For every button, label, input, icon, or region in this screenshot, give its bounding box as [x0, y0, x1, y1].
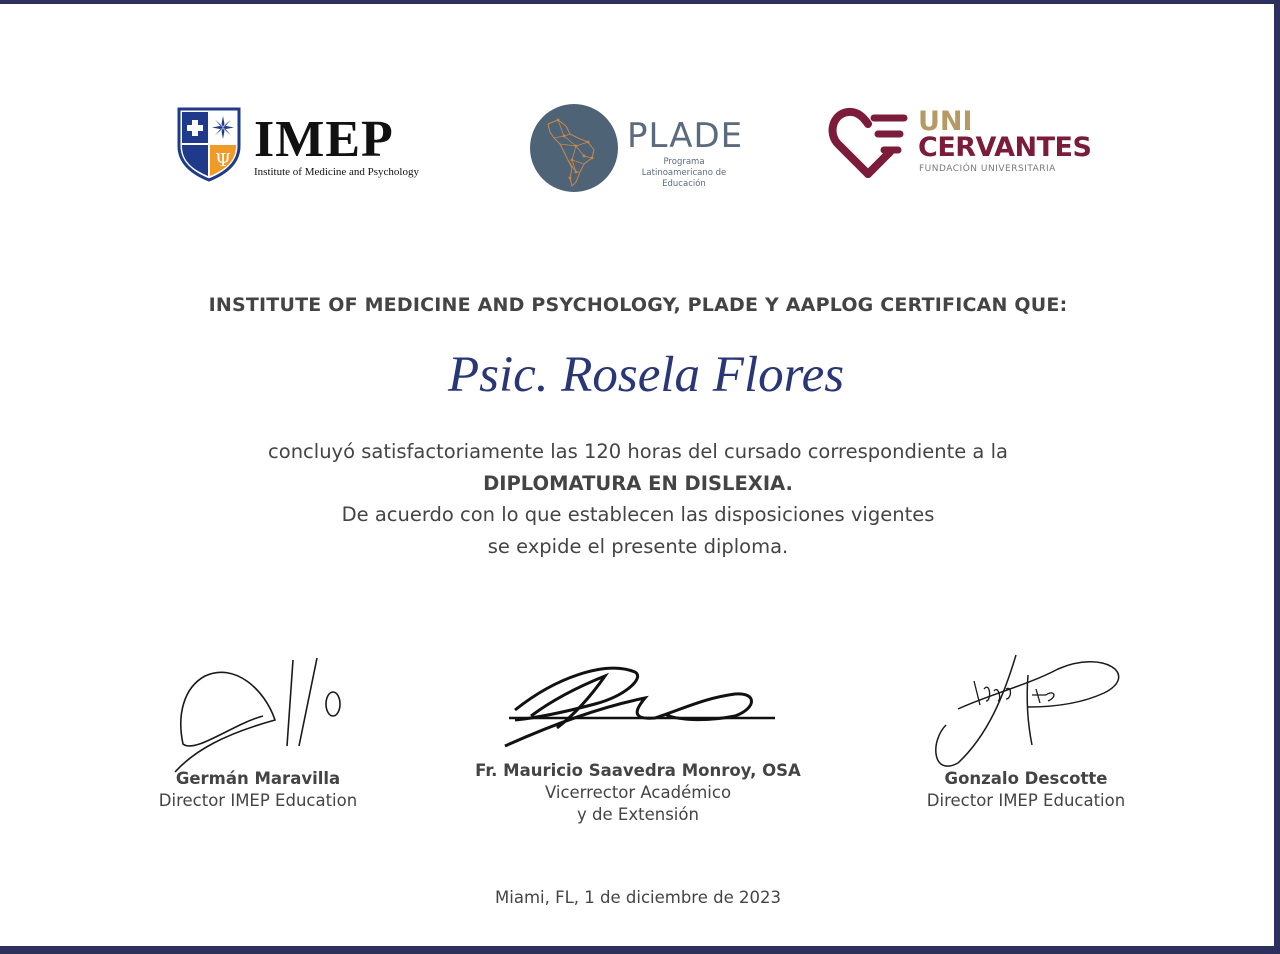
signature-right-drawing [928, 645, 1128, 775]
signature-center-role-line1: Vicerrector Académico [544, 783, 732, 802]
imep-logo [176, 106, 426, 186]
signature-center-role-line2: y de Extensión [577, 805, 699, 824]
signature-left-role: Director IMEP Education [158, 791, 358, 810]
frame-top-border [0, 0, 1280, 4]
body-line-4: se expide el presente diploma. [487, 534, 789, 558]
signature-left [118, 768, 398, 812]
signature-right [886, 768, 1166, 812]
signature-center [458, 760, 818, 826]
signature-left-name: Germán Maravilla [175, 769, 341, 788]
svg-text:Ψ: Ψ [215, 150, 231, 171]
certificate-heading: INSTITUTE OF MEDICINE AND PSYCHOLOGY, PLADE Y AAPLOG CERTIFICAN QUE: [208, 294, 1068, 316]
imep-title: IMEP [254, 111, 394, 168]
program-name: DIPLOMATURA EN DISLEXIA. [483, 471, 793, 495]
latin-america-map-icon [530, 104, 618, 192]
plade-subtitle: Programa Latinoamericano de Educación [641, 157, 727, 189]
body-line-1: concluyó satisfactoriamente las 120 horas del cursado correspondiente a la [268, 440, 1008, 463]
signature-right-name: Gonzalo Descotte [944, 769, 1108, 788]
unicervantes-line1: UNI [918, 106, 973, 137]
body-line-3: De acuerdo con lo que establecen las disposiciones vigentes [341, 503, 935, 526]
signature-center-name: Fr. Mauricio Saavedra Monroy, OSA [475, 761, 801, 780]
place-date: Miami, FL, 1 de diciembre de 2023 [495, 888, 781, 907]
unicervantes-line3: FUNDACIÓN UNIVERSITARIA [919, 164, 1056, 174]
unicervantes-logo [828, 104, 1108, 184]
plade-logo [530, 104, 760, 194]
imep-subtitle: Institute of Medicine and Psychology [254, 166, 419, 178]
signature-right-role: Director IMEP Education [926, 791, 1126, 810]
recipient-name: Psic. Rosela Flores [447, 347, 845, 403]
heart-icon [828, 106, 908, 180]
certificate-body [0, 436, 1276, 562]
frame-bottom-border [0, 946, 1280, 954]
signature-left-drawing [165, 650, 355, 780]
plade-title: PLADE [627, 116, 744, 156]
unicervantes-line2: CERVANTES [918, 132, 1092, 163]
shield-icon [176, 106, 242, 182]
signature-center-drawing [495, 658, 785, 758]
